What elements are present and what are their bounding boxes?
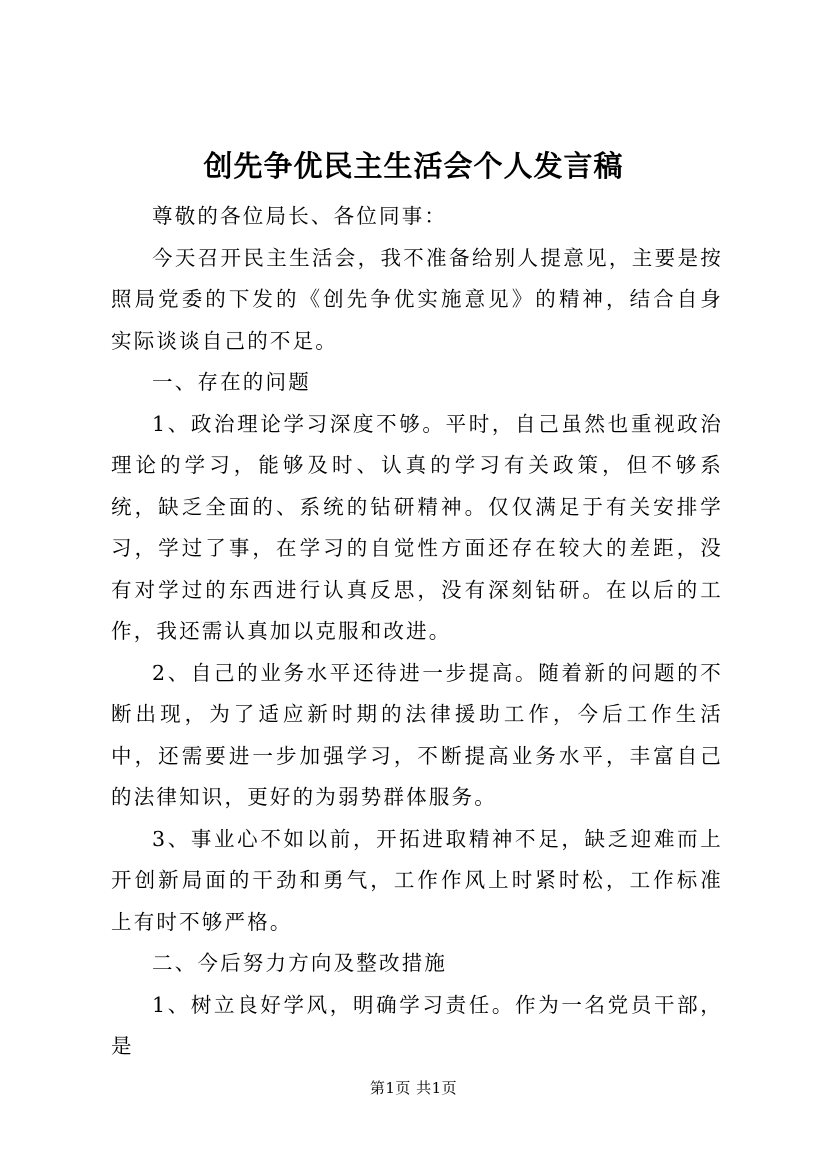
page-number-footer: 第1页 共1页	[369, 1079, 458, 1097]
document-title: 创先争优民主生活会个人发言稿	[203, 149, 624, 183]
document-body	[111, 196, 723, 1068]
paragraph-measure-1: 1、树立良好学风，明确学习责任。作为一名党员干部，是	[111, 992, 723, 1058]
paragraph-problem-2: 2、自己的业务水平还待进一步提高。随着新的问题的不断出现，为了适应新时期的法律援助工作，今后工作生活中，还需要进一步加强学习，不断提高业务水平，丰富自己的法律知识，更好的为弱势群体服务。	[111, 660, 723, 809]
paragraph-problem-1: 1、政治理论学习深度不够。平时，自己虽然也重视政治理论的学习，能够及时、认真的学习有关政策，但不够系统，缺乏全面的、系统的钻研精神。仅仅满足于有关安排学习，学过了事，在学习的自觉性方面还存在较大的差距，没有对学过的东西进行认真反思，没有深刻钻研。在以后的工作，我还需认真加以克服和改进。	[111, 411, 723, 643]
salutation: 尊敬的各位局长、各位同事：	[152, 204, 448, 228]
paragraph-problem-3: 3、事业心不如以前，开拓进取精神不足，缺乏迎难而上开创新局面的干劲和勇气，工作作风上时紧时松，工作标准上有时不够严格。	[111, 826, 723, 934]
paragraph-intro: 今天召开民主生活会，我不准备给别人提意见，主要是按照局党委的下发的《创先争优实施意见》的精神，结合自身实际谈谈自己的不足。	[111, 245, 723, 353]
section-heading-measures: 二、今后努力方向及整改措施	[152, 951, 448, 975]
section-heading-problems: 一、存在的问题	[152, 370, 311, 394]
